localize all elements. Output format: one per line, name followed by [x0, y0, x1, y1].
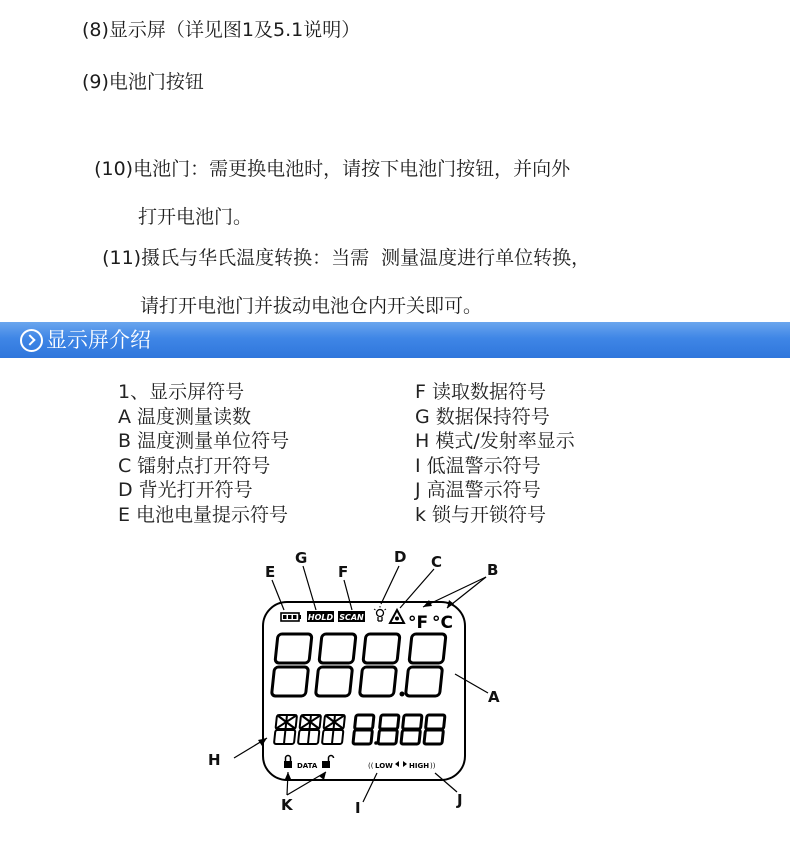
- legend-item: C 镭射点打开符号: [118, 454, 271, 477]
- label-i: I: [355, 799, 361, 817]
- high-text: HIGH: [409, 762, 430, 770]
- paragraph-display: (8)显示屏（详见图1及5.1说明）: [82, 19, 361, 41]
- label-e: E: [265, 563, 276, 581]
- section-banner: [0, 322, 790, 358]
- legend-item: k 锁与开锁符号: [415, 503, 547, 526]
- main-reading-text: 8888: [195, 540, 198, 541]
- high-wave-icon: )): [430, 762, 436, 770]
- legend-item: F 读取数据符号: [415, 381, 546, 403]
- paragraph-battery-door-line2: 打开电池门。: [138, 206, 253, 228]
- label-g: G: [295, 549, 308, 567]
- legend-item: I 低温警示符号: [415, 454, 541, 477]
- legend-item: G 数据保持符号: [415, 405, 550, 428]
- legend-item: A 温度测量读数: [118, 405, 252, 428]
- lcd-diagram: [195, 540, 525, 830]
- scan-text: SCAN: [339, 613, 364, 622]
- celsius-unit: °C: [432, 613, 453, 633]
- hold-text: HOLD: [307, 613, 334, 622]
- legend-item: E 电池电量提示符号: [118, 503, 289, 526]
- legend-right-column: [415, 380, 575, 528]
- legend-item: 1、显示屏符号: [118, 381, 245, 403]
- label-j: J: [457, 791, 463, 809]
- low-wave-icon: ((: [368, 762, 374, 770]
- label-d: D: [394, 548, 407, 566]
- low-text: LOW: [375, 762, 393, 770]
- label-f: F: [338, 563, 349, 581]
- legend-item: B 温度测量单位符号: [118, 430, 290, 453]
- fahrenheit-unit: °F: [408, 613, 429, 633]
- paragraph-battery-door-line1: (10)电池门：需更换电池时，请按下电池门按钮，并向外: [94, 158, 571, 180]
- label-h: H: [208, 751, 221, 769]
- chevron-right-circle-icon: [20, 329, 43, 352]
- legend-item: D 背光打开符号: [118, 479, 253, 502]
- label-b: B: [487, 561, 499, 579]
- legend-item: J 高温警示符号: [415, 479, 541, 502]
- label-a: A: [488, 688, 500, 706]
- data-text: DATA: [297, 762, 318, 770]
- scan-indicator: [338, 611, 365, 622]
- label-c: C: [431, 553, 443, 571]
- legend-item: H 模式/发射率显示: [415, 430, 575, 453]
- label-k: K: [281, 796, 293, 814]
- paragraph-battery-door-button: (9)电池门按钮: [82, 71, 204, 93]
- legend-left-column: [118, 380, 289, 528]
- hold-indicator: [307, 611, 334, 622]
- paragraph-unit-conversion-line2: 请打开电池门并拔动电池仓内开关即可。: [140, 295, 483, 317]
- paragraph-unit-conversion-line1: (11)摄氏与华氏温度转换：当需 测量温度进行单位转换，: [102, 247, 591, 269]
- section-title: 显示屏介绍: [46, 328, 151, 352]
